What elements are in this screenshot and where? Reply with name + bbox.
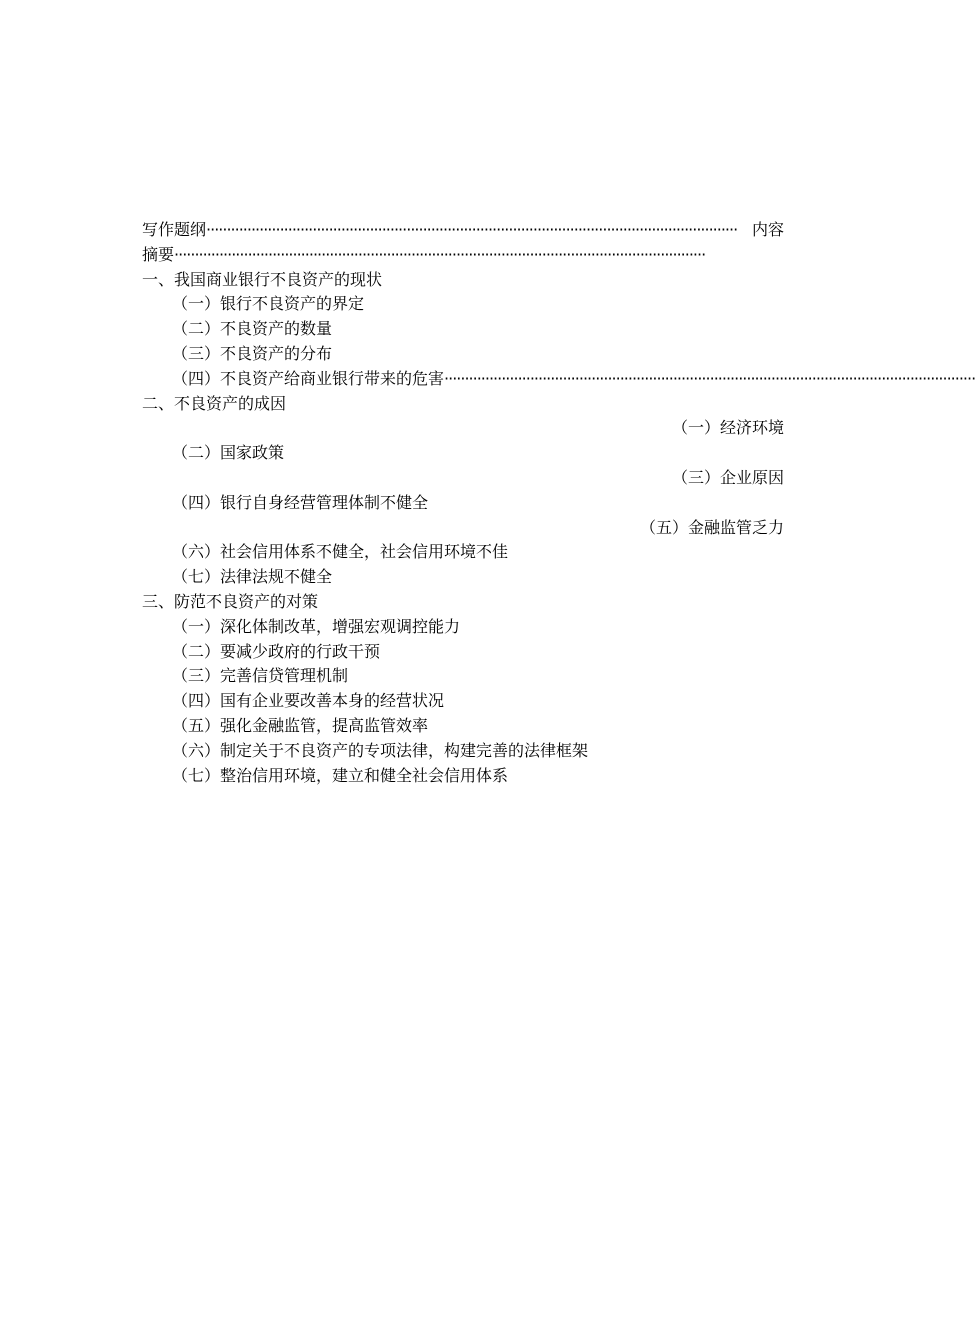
toc-item: （六）制定关于不良资产的专项法律，构建完善的法律框架 — [172, 740, 589, 760]
toc-item: （四）国有企业要改善本身的经营状况 — [172, 691, 445, 711]
toc-item: （四）银行自身经营管理体制不健全 — [172, 492, 429, 512]
toc-outline-trail: 内容 — [751, 220, 784, 239]
toc-item — [142, 516, 784, 541]
toc-item: （五）强化金融监管，提高监管效率 — [172, 715, 429, 735]
toc-item: （一）深化体制改革，增强宏观调控能力 — [172, 616, 461, 636]
toc-item — [142, 416, 784, 441]
toc-item-with-leader — [142, 367, 975, 392]
toc-item-label: （一）经济环境 — [671, 418, 784, 438]
toc-dot-leader: ·································································································································· — [444, 368, 975, 388]
toc-item-label: （三）企业原因 — [671, 467, 784, 487]
toc-item: （二）国家政策 — [172, 443, 285, 463]
toc-abstract-line — [142, 243, 784, 268]
toc-dot-leader: ·································································································································· — [174, 244, 706, 264]
toc-section-title: 二、不良资产的成因 — [142, 393, 287, 413]
toc-item-label: （五）金融监管乏力 — [639, 517, 784, 537]
toc-abstract-label: 摘要 — [142, 244, 175, 264]
toc-item: （六）社会信用体系不健全，社会信用环境不佳 — [172, 542, 509, 562]
toc-item: （二）不良资产的数量 — [172, 319, 333, 339]
toc-outline-line — [142, 218, 784, 243]
toc-section-title: 三、防范不良资产的对策 — [142, 591, 319, 611]
toc-item: （七）法律法规不健全 — [172, 567, 333, 587]
toc-dot-leader: ·································································································································· — [206, 220, 738, 239]
toc-item-label: （四）不良资产给商业银行带来的危害 — [172, 368, 445, 388]
toc-item: （三）不良资产的分布 — [172, 343, 333, 363]
table-of-contents — [142, 218, 975, 788]
toc-section-title: 一、我国商业银行不良资产的现状 — [142, 269, 383, 289]
toc-item: （二）要减少政府的行政干预 — [172, 641, 381, 661]
toc-item — [142, 466, 784, 491]
toc-outline-label: 写作题纲 — [142, 220, 207, 239]
toc-item: （七）整治信用环境，建立和健全社会信用体系 — [172, 765, 509, 785]
toc-item: （一）银行不良资产的界定 — [172, 294, 365, 314]
toc-item: （三）完善信贷管理机制 — [172, 666, 349, 686]
